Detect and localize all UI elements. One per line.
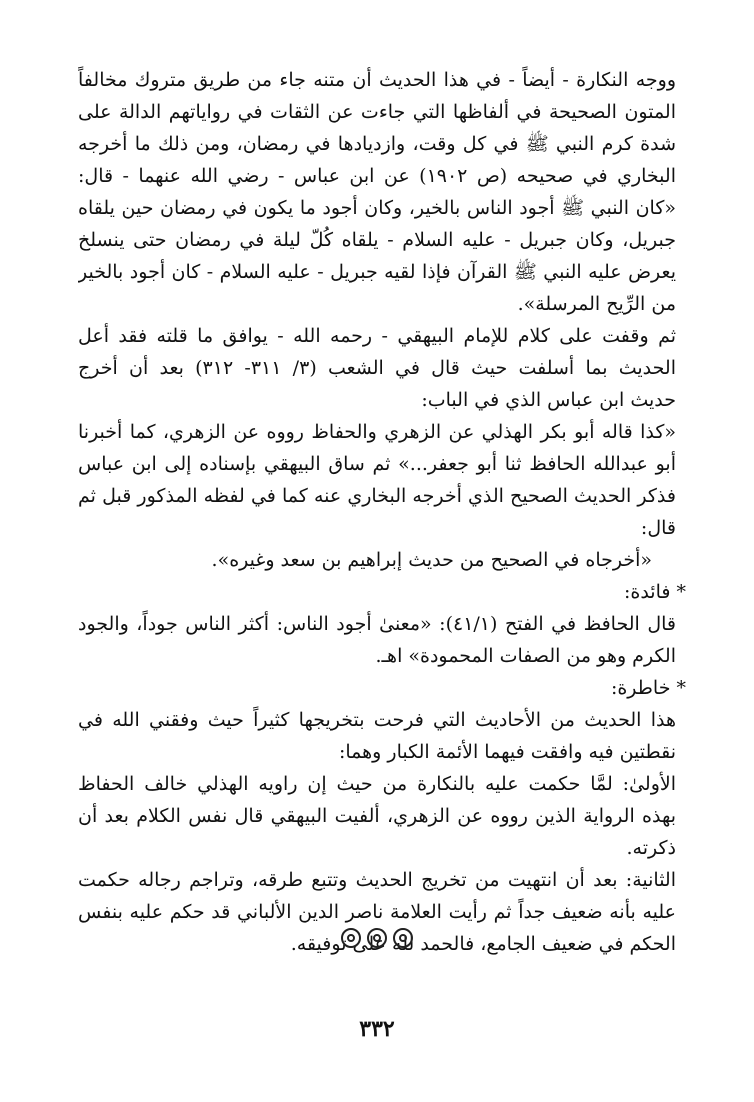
- text-line: عليه بأنه ضعيف جداً ثم رأيت العلامة ناصر الدين الألباني قد حكم عليه بنفس: [78, 901, 676, 923]
- page-number: ٣٣٢: [359, 1016, 395, 1042]
- text-line: البخاري في صحيحه (ص ١٩٠٢) عن ابن عباس - رضي الله عنهما - قال:: [78, 165, 676, 187]
- section-heading-benefit: * فائدة:: [623, 581, 686, 603]
- text-line: الحكم في ضعيف الجامع، فالحمد لله على توفيقه.: [290, 933, 676, 955]
- text-line: الثانية: بعد أن انتهيت من تخريج الحديث وتتبع طرقه، وتراجم رجاله حكمت: [78, 869, 676, 891]
- text-line: ووجه النكارة - أيضاً - في هذا الحديث أن متنه جاء من طريق متروك مخالفاً: [78, 69, 676, 91]
- text-line: نقطتين فيه وافقت فيهما الأئمة الكبار وهما:: [338, 741, 676, 763]
- quote-line: من الرِّيح المرسلة».: [517, 293, 676, 315]
- quote-line: يعرض عليه النبي ﷺ القرآن فإذا لقيه جبريل - عليه السلام - كان أجود بالخير: [78, 261, 676, 283]
- section-end-ornament: [0, 928, 754, 948]
- text-line: بهذه الرواية الذين رووه عن الزهري، ألفيت البيهقي قال نفس الكلام بعد أن: [78, 805, 676, 827]
- rosette-icon: [341, 928, 361, 948]
- text-line: الأولىٰ: لمَّا حكمت عليه بالنكارة من حيث إن راويه الهذلي خالف الحفاظ: [78, 773, 676, 795]
- text-line: الكرم وهو من الصفات المحمودة» اهـ.: [375, 645, 676, 667]
- quote-line: «أخرجاه في الصحيح من حديث إبراهيم بن سعد وغيره».: [211, 549, 652, 571]
- text-line: فذكر الحديث الصحيح الذي أخرجه البخاري عنه كما في لفظه المذكور قبل ثم: [78, 485, 676, 507]
- rosette-icon: [393, 928, 413, 948]
- text-line: حديث ابن عباس الذي في الباب:: [421, 389, 676, 411]
- text-line: المتون الصحيحة في ألفاظها التي جاءت عن الثقات في رواياتهم الدالة على: [78, 101, 676, 123]
- text-line: قال:: [640, 517, 676, 539]
- quote-line: «كان النبي ﷺ أجود الناس بالخير، وكان أجود ما يكون في رمضان حين يلقاه: [78, 197, 676, 219]
- section-heading-thought: * خاطرة:: [610, 677, 686, 699]
- quote-line: جبريل، وكان جبريل - عليه السلام - يلقاه كُلّ ليلة في رمضان حتى ينسلخ: [78, 229, 676, 251]
- text-line: ذكرته.: [626, 837, 676, 859]
- text-line: قال الحافظ في الفتح (٤١/١): «معنىٰ أجود الناس: أكثر الناس جوداً، والجود: [78, 613, 676, 635]
- rosette-icon: [367, 928, 387, 948]
- quote-line: أبو عبدالله الحافظ ثنا أبو جعفر...» ثم ساق البيهقي بإسناده إلى ابن عباس: [78, 453, 676, 475]
- quote-line: «كذا قاله أبو بكر الهذلي عن الزهري والحفاظ رووه عن الزهري، كما أخبرنا: [78, 421, 676, 443]
- text-line: ثم وقفت على كلام للإمام البيهقي - رحمه الله - يوافق ما قلته فقد أعل: [78, 325, 676, 347]
- text-line: هذا الحديث من الأحاديث التي فرحت بتخريجها كثيراً حيث وفقني الله في: [78, 709, 676, 731]
- text-line: الحديث بما أسلفت حيث قال في الشعب (٣/ ٣١١- ٣١٢) بعد أن أخرج: [78, 357, 676, 379]
- text-line: شدة كرم النبي ﷺ في كل وقت، وازديادها في رمضان، ومن ذلك ما أخرجه: [78, 133, 676, 155]
- body-text: [78, 64, 686, 960]
